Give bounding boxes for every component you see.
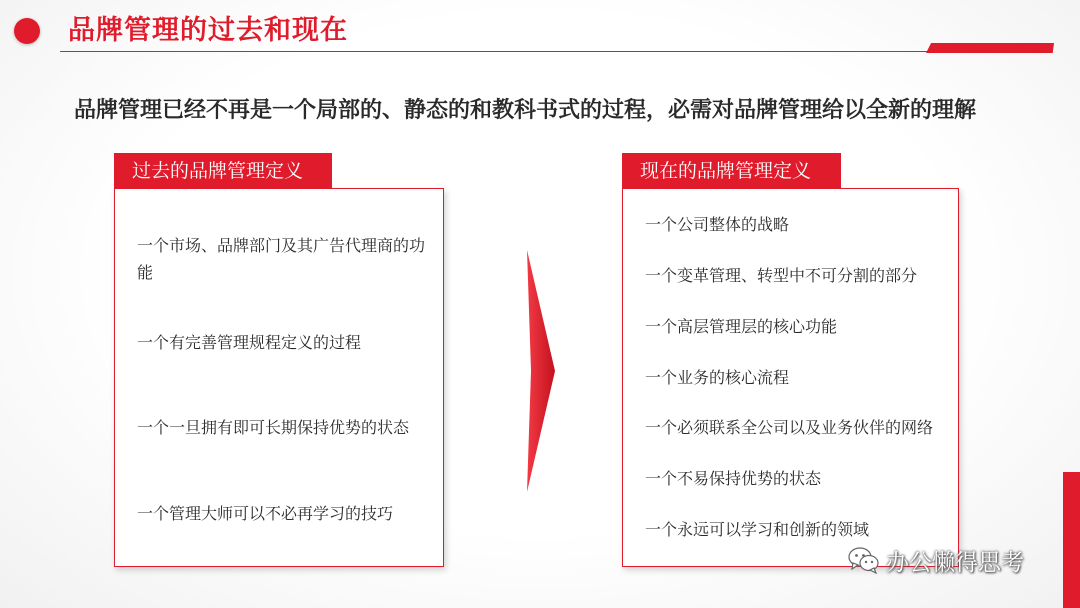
title-bullet-dot: [14, 18, 40, 44]
wechat-icon: [848, 546, 880, 574]
past-definition-label: 过去的品牌管理定义: [114, 153, 332, 189]
present-item-2: 一个变革管理、转型中不可分割的部分: [645, 266, 918, 285]
title-underline: [60, 51, 1050, 52]
arrow-right-icon: [527, 250, 555, 492]
present-item-6: 一个不易保持优势的状态: [645, 469, 822, 488]
past-item-1: 一个市场、品牌部门及其广告代理商的功能: [137, 236, 426, 282]
past-item-2: 一个有完善管理规程定义的过程: [137, 333, 362, 352]
past-item-3: 一个一旦拥有即可长期保持优势的状态: [137, 418, 410, 437]
past-definition-card: [114, 188, 444, 567]
past-item-4: 一个管理大师可以不必再学习的技巧: [137, 504, 394, 523]
present-item-3: 一个高层管理层的核心功能: [645, 317, 838, 336]
watermark-text: 办公懒得思考: [886, 549, 1024, 576]
side-accent-bar: [1063, 472, 1080, 608]
title-accent-bar: [926, 43, 1054, 53]
present-definition-card: [622, 188, 959, 567]
present-item-1: 一个公司整体的战略: [645, 215, 790, 234]
page-title: 品牌管理的过去和现在: [68, 15, 348, 46]
slide-subtitle: 品牌管理已经不再是一个局部的、静态的和教科书式的过程，必需对品牌管理给以全新的理解: [74, 98, 977, 123]
present-item-5: 一个必须联系全公司以及业务伙伴的网络: [645, 418, 934, 437]
present-item-7: 一个永远可以学习和创新的领域: [645, 520, 870, 539]
present-item-4: 一个业务的核心流程: [645, 368, 790, 387]
present-definition-label: 现在的品牌管理定义: [622, 153, 841, 189]
watermark: [848, 542, 1024, 578]
